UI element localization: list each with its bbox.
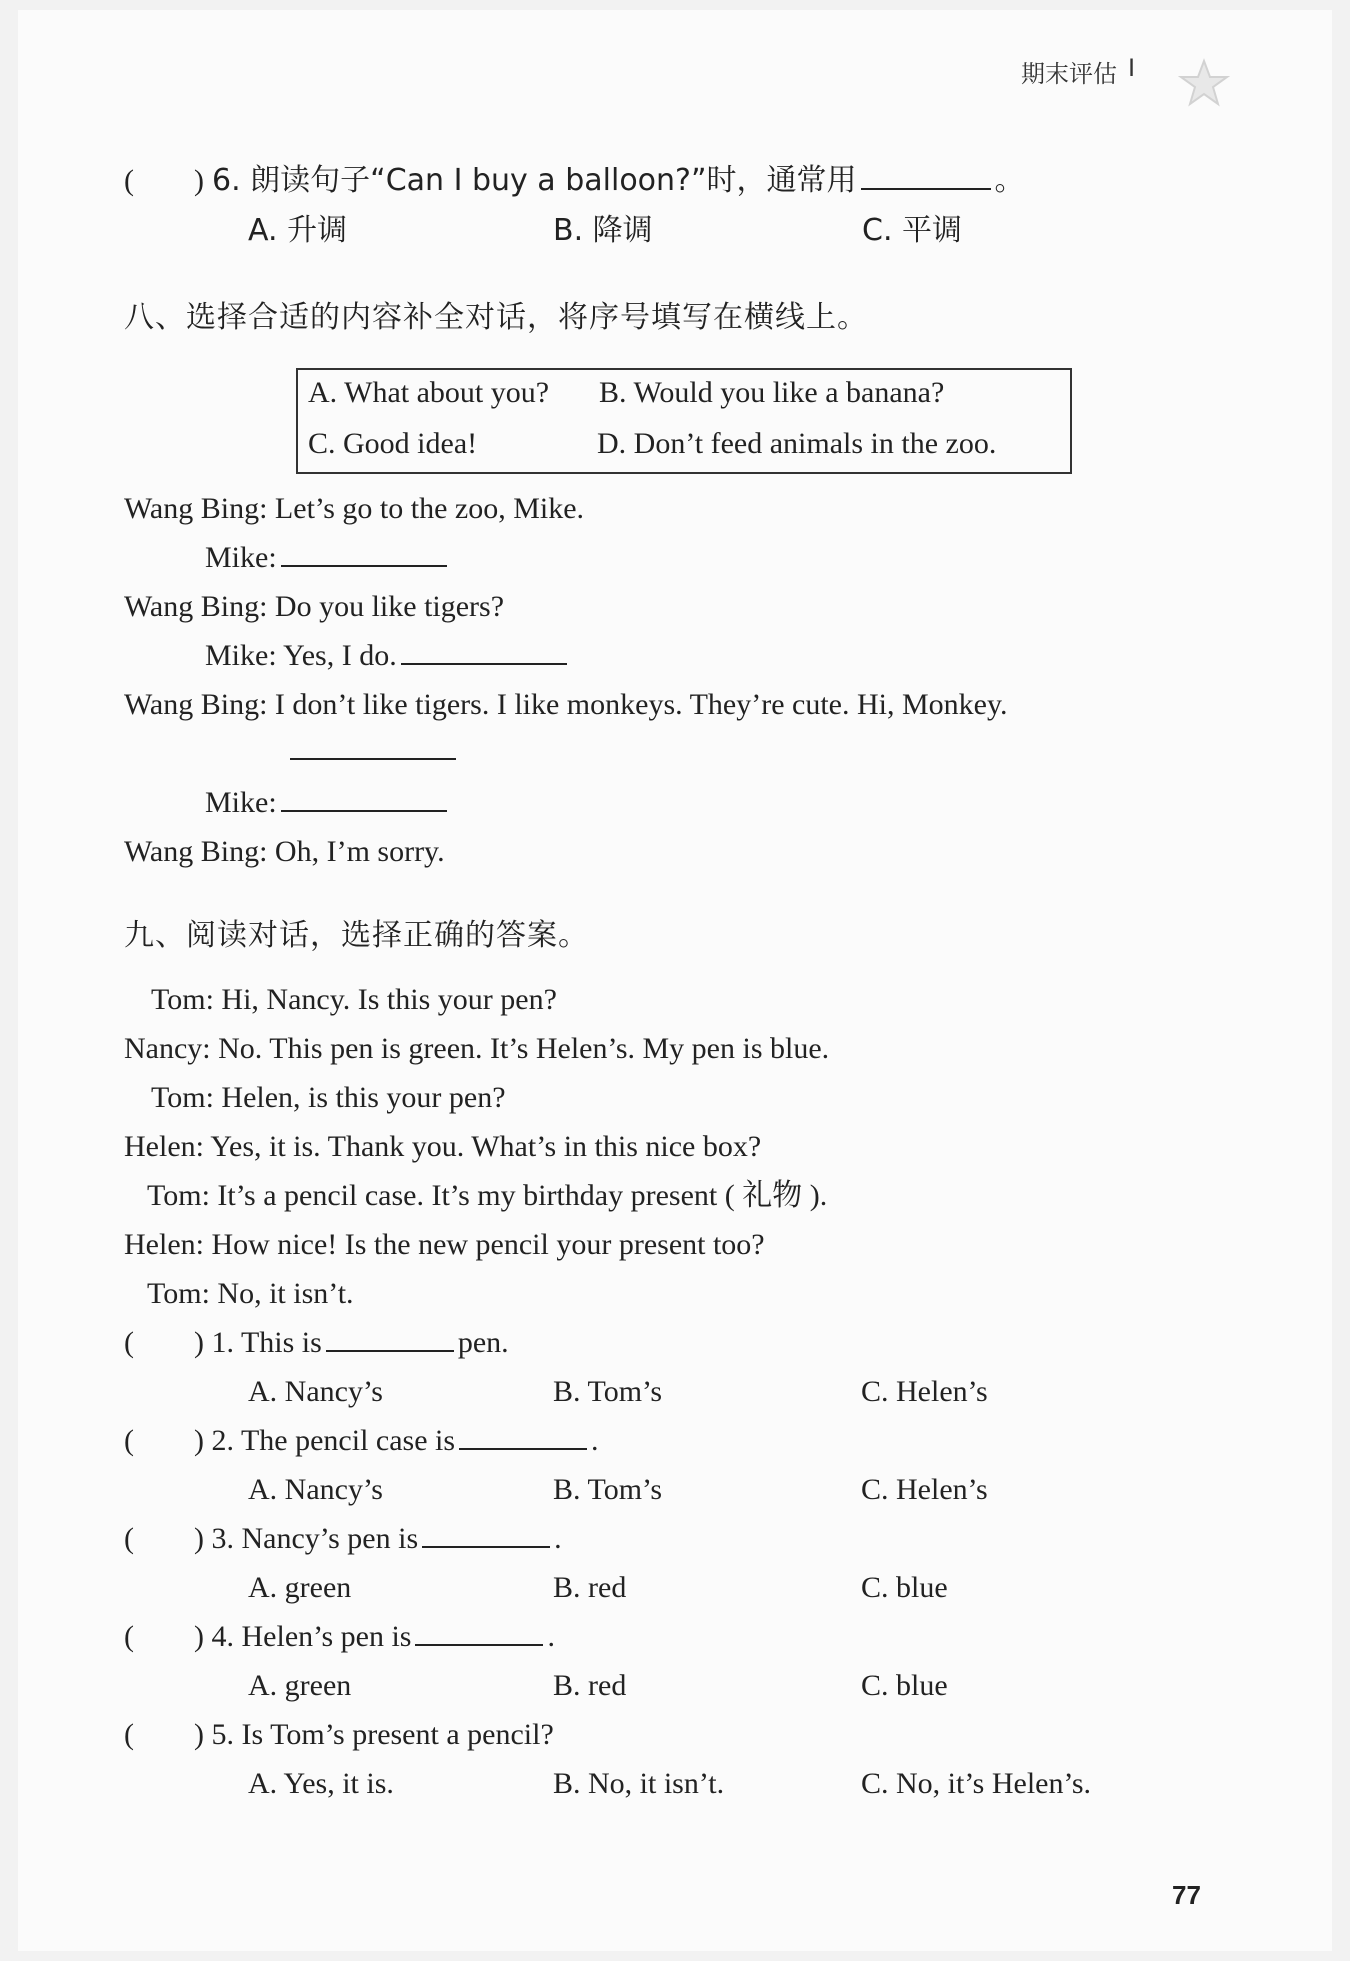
dialogue-text: Let’s go to the zoo, Mike. xyxy=(274,492,585,525)
question-text-end: . xyxy=(547,1620,555,1653)
box-option-c: C. Good idea! xyxy=(308,427,478,460)
answer-paren-open: ( xyxy=(124,1718,134,1751)
question-text: 4. Helen’s pen is xyxy=(211,1620,412,1653)
speaker: Wang Bing: xyxy=(124,835,268,868)
box-option-d: D. Don’t feed animals in the zoo. xyxy=(597,427,997,460)
question-text-end: pen. xyxy=(457,1326,509,1359)
answer-blank[interactable] xyxy=(281,786,447,812)
answer-paren-close: ) xyxy=(194,1424,204,1457)
answer-paren-close: ) xyxy=(194,1620,204,1653)
reading-line: Tom: No, it isn’t. xyxy=(147,1277,354,1310)
option-c: C. Helen’s xyxy=(861,1473,988,1506)
reading-line: Tom: It’s a pencil case. It’s my birthday present ( 礼物 ). xyxy=(147,1179,828,1212)
option-c: C. blue xyxy=(861,1571,948,1604)
question-4 xyxy=(194,1618,555,1656)
answer-paren-close: ) xyxy=(194,1718,204,1751)
option-a: A. Nancy’s xyxy=(248,1375,383,1408)
question-1 xyxy=(194,1324,509,1362)
option-a: A. Yes, it is. xyxy=(248,1767,394,1800)
option-b: B. No, it isn’t. xyxy=(553,1767,725,1800)
option-b: B. 降调 xyxy=(553,213,653,248)
reading-line: Tom: Hi, Nancy. Is this your pen? xyxy=(151,983,557,1016)
speaker: Mike: xyxy=(205,786,277,819)
option-b: B. red xyxy=(553,1669,627,1702)
answer-blank[interactable] xyxy=(401,639,567,665)
header-separator: I xyxy=(1128,54,1136,82)
option-a: A. green xyxy=(248,1571,352,1604)
question-2 xyxy=(194,1422,599,1460)
dialogue-text: Oh, I’m sorry. xyxy=(274,835,445,868)
answer-blank[interactable] xyxy=(459,1424,587,1450)
question-text: 5. Is Tom’s present a pencil? xyxy=(211,1718,554,1751)
box-option-a: A. What about you? xyxy=(308,376,550,409)
option-c: C. 平调 xyxy=(862,213,963,248)
dialogue-line xyxy=(124,686,1008,724)
speaker: Mike: xyxy=(205,639,277,672)
option-a: A. Nancy’s xyxy=(248,1473,383,1506)
option-b: B. Tom’s xyxy=(553,1473,663,1506)
option-c: C. blue xyxy=(861,1669,948,1702)
dialogue-line xyxy=(124,588,504,626)
answer-paren-open: ( xyxy=(124,1522,134,1555)
answer-blank[interactable] xyxy=(861,164,991,190)
worksheet-page xyxy=(18,10,1332,1951)
dialogue-line xyxy=(124,490,584,528)
speaker: Wang Bing: xyxy=(124,492,268,525)
answer-blank[interactable] xyxy=(326,1326,454,1352)
question-3 xyxy=(194,1520,562,1558)
option-b: B. Tom’s xyxy=(553,1375,663,1408)
reading-line: Helen: How nice! Is the new pencil your present too? xyxy=(124,1228,765,1261)
option-a: A. green xyxy=(248,1669,352,1702)
question-6-end: 。 xyxy=(994,164,1025,197)
answer-paren-open: ( xyxy=(124,1424,134,1457)
question-text: 2. The pencil case is xyxy=(211,1424,456,1457)
dialogue-text: Do you like tigers? xyxy=(274,590,505,623)
answer-paren-open: ( xyxy=(124,164,134,197)
speaker: Wang Bing: xyxy=(124,688,268,721)
option-b: B. red xyxy=(553,1571,627,1604)
question-text-end: . xyxy=(591,1424,599,1457)
reading-line: Tom: Helen, is this your pen? xyxy=(151,1081,506,1114)
speaker: Wang Bing: xyxy=(124,590,268,623)
answer-paren-open: ( xyxy=(124,1326,134,1359)
answer-blank[interactable] xyxy=(281,541,447,567)
reading-line: Helen: Yes, it is. Thank you. What’s in this nice box? xyxy=(124,1130,762,1163)
option-a: A. 升调 xyxy=(248,213,348,248)
answer-blank[interactable] xyxy=(415,1620,543,1646)
option-c: C. No, it’s Helen’s. xyxy=(861,1767,1091,1800)
box-option-b: B. Would you like a banana? xyxy=(599,376,945,409)
question-5 xyxy=(194,1716,554,1754)
option-c: C. Helen’s xyxy=(861,1375,988,1408)
dialogue-line xyxy=(205,539,451,577)
dialogue-text: I don’t like tigers. I like monkeys. They’re cute. Hi, Monkey. xyxy=(274,688,1008,721)
answer-paren-open: ( xyxy=(124,1620,134,1653)
question-text-end: . xyxy=(554,1522,562,1555)
answer-paren-close: ) xyxy=(194,1326,204,1359)
section-8-heading: 八、选择合适的内容补全对话，将序号填写在横线上。 xyxy=(124,300,868,335)
dialogue-line xyxy=(205,637,571,675)
page-number: 77 xyxy=(1172,1880,1201,1910)
speaker: Mike: xyxy=(205,541,277,574)
dialogue-text: Yes, I do. xyxy=(283,639,397,672)
question-text: 3. Nancy’s pen is xyxy=(211,1522,419,1555)
dialogue-line xyxy=(205,784,451,822)
dialogue-line xyxy=(124,833,445,871)
question-6 xyxy=(212,162,1025,200)
section-9-heading: 九、阅读对话，选择正确的答案。 xyxy=(124,918,589,953)
answer-paren-close: ) xyxy=(194,164,204,197)
question-text: 1. This is xyxy=(211,1326,322,1359)
answer-blank[interactable] xyxy=(290,758,456,760)
answer-blank[interactable] xyxy=(422,1522,550,1548)
header-title: 期末评估 xyxy=(1021,60,1117,88)
star-icon xyxy=(1178,58,1230,110)
question-6-text: 6. 朗读句子“Can I buy a balloon?”时，通常用 xyxy=(212,163,857,198)
reading-line: Nancy: No. This pen is green. It’s Helen’s. My pen is blue. xyxy=(124,1032,830,1065)
answer-paren-close: ) xyxy=(194,1522,204,1555)
